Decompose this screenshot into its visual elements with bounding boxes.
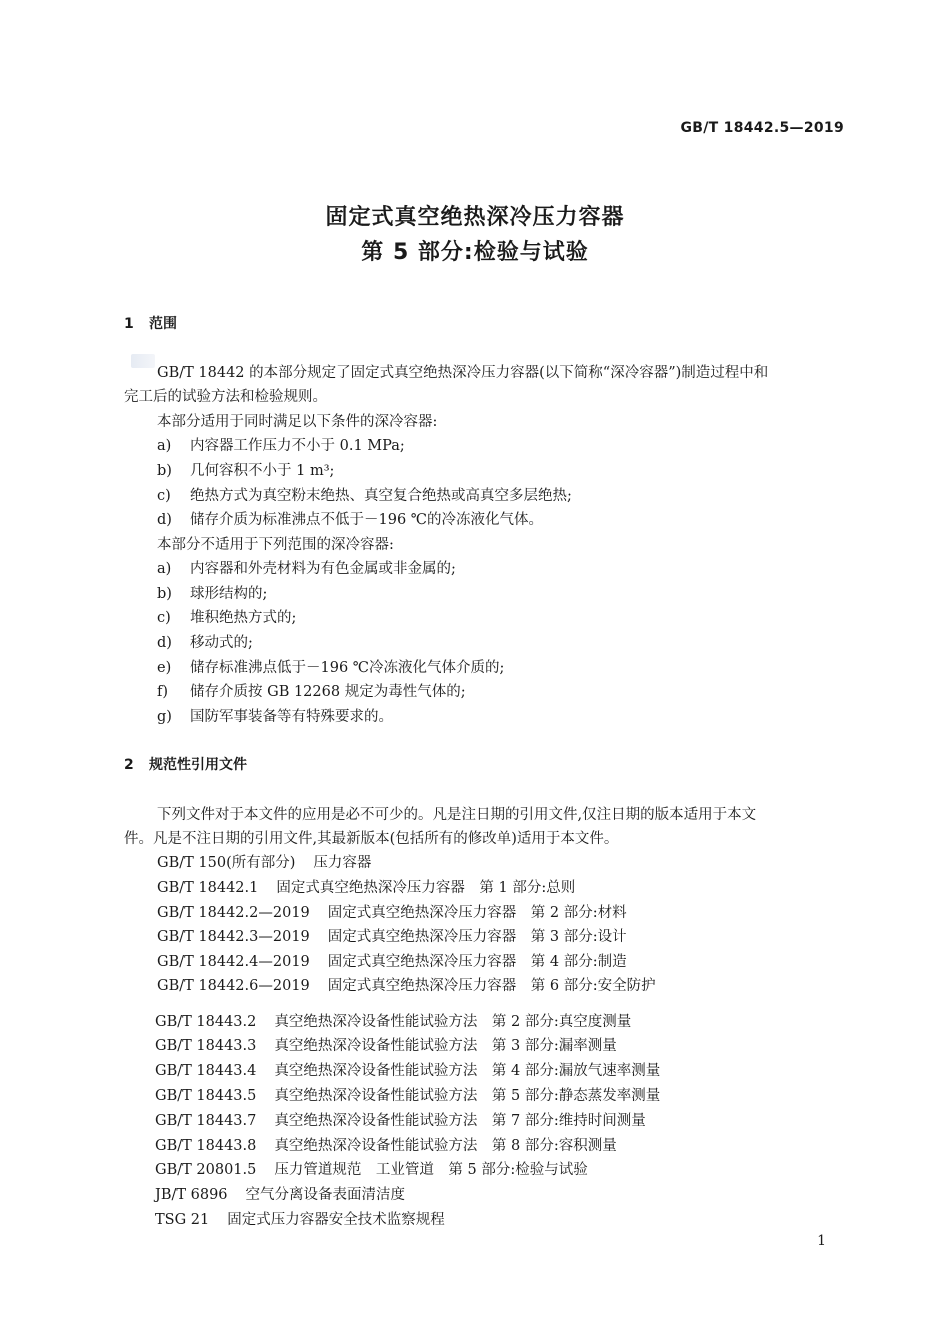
reference-item [157,925,627,946]
reference-title: 真空绝热深冷设备性能试验方法 第 7 部分:维持时间测量 [274,1113,646,1129]
reference-title: 真空绝热深冷设备性能试验方法 第 2 部分:真空度测量 [274,1014,632,1030]
reference-code: GB/T 150(所有部分) [157,855,296,871]
paragraph-line: 本部分不适用于下列范围的深冷容器: [157,537,394,553]
paragraph-line: GB/T 18442 的本部分规定了固定式真空绝热深冷压力容器(以下简称“深冷容器”)制造过程中和 [157,365,769,381]
reference-item [157,974,656,995]
reference-code: GB/T 18442.3—2019 [157,929,310,945]
reference-title: 固定式真空绝热深冷压力容器 第 4 部分:制造 [327,954,627,970]
list-item [157,680,466,701]
reference-title: 压力管道规范 工业管道 第 5 部分:检验与试验 [274,1162,588,1178]
reference-code: GB/T 18442.1 [157,880,259,896]
reference-item [155,1183,405,1204]
reference-title: 固定式真空绝热深冷压力容器 第 6 部分:安全防护 [327,978,656,994]
reference-code: GB/T 18442.2—2019 [157,905,310,921]
list-item [157,508,543,529]
standard-number: GB/T 18442.5—2019 [680,120,844,136]
list-text: 堆积绝热方式的; [190,610,297,626]
list-label: c) [157,488,171,504]
reference-code: GB/T 18443.5 [155,1088,257,1104]
section-title: 范围 [149,316,177,332]
list-text: 绝热方式为真空粉末绝热、真空复合绝热或高真空多层绝热; [190,488,572,504]
section-2-heading [124,754,247,774]
reference-item [155,1010,631,1031]
list-text: 内容器工作压力不小于 0.1 MPa; [190,438,405,454]
reference-title: 固定式真空绝热深冷压力容器 第 2 部分:材料 [327,905,627,921]
reference-code: TSG 21 [155,1212,210,1228]
list-text: 球形结构的; [190,586,268,602]
list-item [157,484,572,505]
list-label: e) [157,660,172,676]
reference-item [155,1134,617,1155]
list-text: 国防军事装备等有特殊要求的。 [190,709,393,725]
reference-code: GB/T 18443.2 [155,1014,257,1030]
section-number: 1 [124,316,134,332]
list-item [157,459,334,480]
list-text: 储存标准沸点低于－196 ℃冷冻液化气体介质的; [190,660,505,676]
list-text: 内容器和外壳材料为有色金属或非金属的; [190,561,456,577]
list-label: d) [157,512,172,528]
list-text: 储存介质为标准沸点不低于－196 ℃的冷冻液化气体。 [190,512,544,528]
section-1-heading [124,313,177,333]
reference-title: 固定式压力容器安全技术监察规程 [227,1212,445,1228]
reference-title: 真空绝热深冷设备性能试验方法 第 3 部分:漏率测量 [274,1038,617,1054]
list-item [157,606,296,627]
reference-code: GB/T 18443.3 [155,1038,257,1054]
list-label: d) [157,635,172,651]
reference-title: 真空绝热深冷设备性能试验方法 第 8 部分:容积测量 [274,1138,617,1154]
paragraph-line: 件。凡是不注日期的引用文件,其最新版本(包括所有的修改单)适用于本文件。 [124,831,619,847]
list-text: 移动式的; [190,635,253,651]
reference-item [155,1109,646,1130]
reference-item [155,1158,588,1179]
list-text: 储存介质按 GB 12268 规定为毒性气体的; [190,684,466,700]
reference-item [155,1034,617,1055]
list-item [157,582,267,603]
paragraph-line: 下列文件对于本文件的应用是必不可少的。凡是注日期的引用文件,仅注日期的版本适用于本文 [157,807,757,823]
list-item [157,631,253,652]
reference-code: GB/T 18443.7 [155,1113,257,1129]
reference-item [157,950,627,971]
section-number: 2 [124,757,134,773]
reference-code: GB/T 18443.4 [155,1063,257,1079]
list-label: f) [157,684,169,700]
reference-code: JB/T 6896 [155,1187,228,1203]
page-number: 1 [817,1233,826,1249]
list-item [157,705,393,726]
section-title: 规范性引用文件 [149,757,247,773]
reference-title: 空气分离设备表面清洁度 [245,1187,406,1203]
list-label: a) [157,438,172,454]
list-label: b) [157,463,172,479]
list-item [157,434,405,455]
reference-title: 真空绝热深冷设备性能试验方法 第 5 部分:静态蒸发率测量 [274,1088,661,1104]
reference-code: GB/T 18442.6—2019 [157,978,310,994]
reference-item [155,1084,660,1105]
list-label: g) [157,709,172,725]
reference-item [157,851,371,872]
reference-code: GB/T 18442.4—2019 [157,954,310,970]
reference-title: 压力容器 [313,855,372,871]
reference-code: GB/T 18443.8 [155,1138,257,1154]
document-title: 固定式真空绝热深冷压力容器 [325,205,625,230]
list-label: b) [157,586,172,602]
list-label: a) [157,561,172,577]
list-item [157,656,504,677]
list-label: c) [157,610,171,626]
reference-item [157,876,575,897]
scan-smudge [131,354,155,368]
reference-title: 固定式真空绝热深冷压力容器 第 3 部分:设计 [327,929,627,945]
paragraph-line: 完工后的试验方法和检验规则。 [124,389,327,405]
reference-item [157,901,627,922]
reference-item [155,1059,660,1080]
list-text: 几何容积不小于 1 m³; [190,463,335,479]
document-subtitle: 第 5 部分:检验与试验 [361,240,589,265]
reference-title: 真空绝热深冷设备性能试验方法 第 4 部分:漏放气速率测量 [274,1063,661,1079]
reference-item [155,1208,445,1229]
reference-code: GB/T 20801.5 [155,1162,257,1178]
reference-title: 固定式真空绝热深冷压力容器 第 1 部分:总则 [276,880,576,896]
list-item [157,557,456,578]
paragraph-line: 本部分适用于同时满足以下条件的深冷容器: [157,414,438,430]
